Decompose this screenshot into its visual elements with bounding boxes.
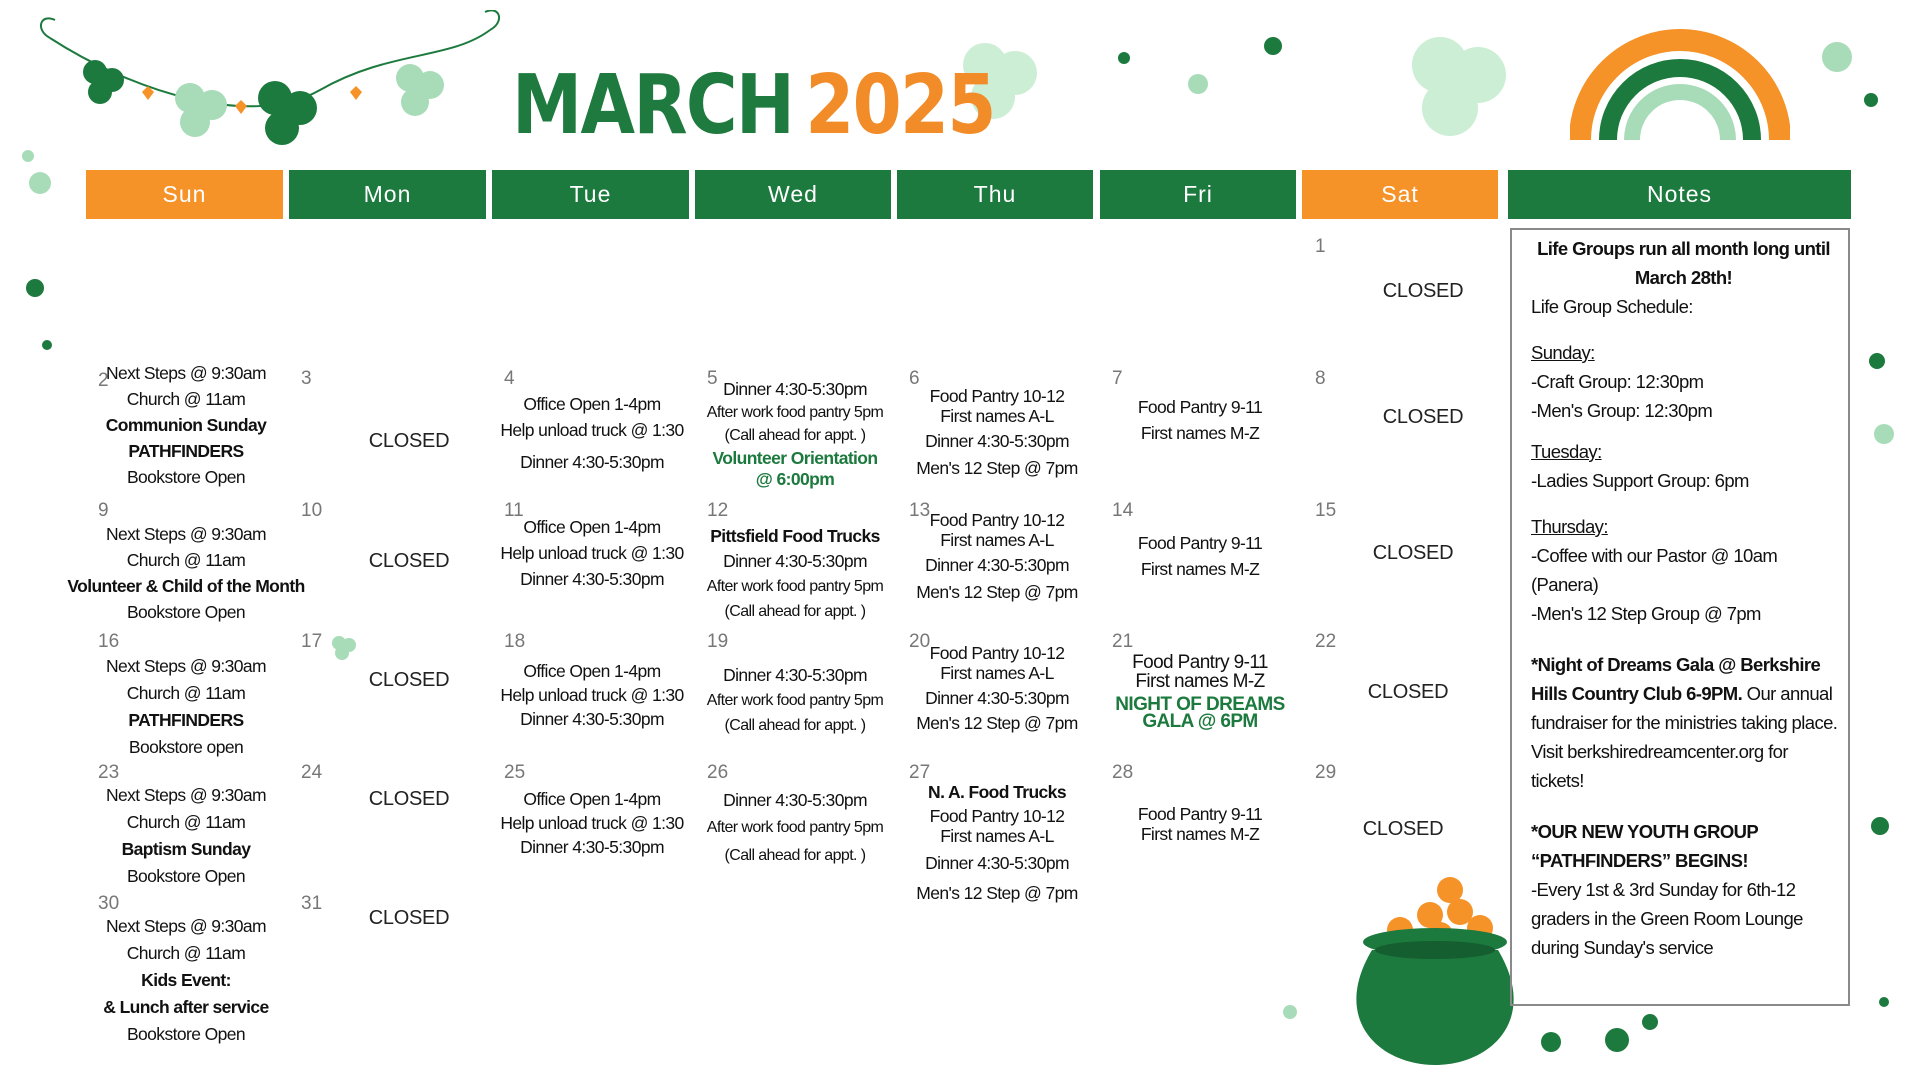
- notes-youth-title: *OUR NEW YOUTH GROUP “PATHFINDERS” BEGINS!: [1531, 821, 1758, 871]
- day-number: 8: [1315, 368, 1326, 389]
- closed-label: CLOSED: [368, 550, 450, 572]
- event-line: Kids Event:: [141, 970, 231, 990]
- notes-youth-text: -Every 1st & 3rd Sunday for 6th-12 graders in the Green Room Lounge during Sunday's service: [1531, 879, 1803, 958]
- event-line: Pittsfield Food Trucks: [710, 526, 880, 546]
- notes-item: -Ladies Support Group: 6pm: [1531, 470, 1749, 491]
- notes-gala-text: Our annual fundraiser for the ministries taking place. Visit berkshiredreamcenter.org for tickets!: [1531, 683, 1838, 791]
- day-number: 21: [1112, 631, 1134, 652]
- event-line: Communion Sunday: [105, 415, 267, 435]
- event-line: Help unload truck @ 1:30: [500, 420, 684, 440]
- event-line-highlight: @ 6:00pm: [755, 469, 835, 489]
- event-line: Dinner 4:30-5:30pm: [723, 551, 867, 571]
- event-line: Next Steps @ 9:30am: [105, 785, 267, 805]
- day-cell: [289, 893, 489, 1021]
- day-number: 4: [504, 368, 515, 389]
- closed-label: CLOSED: [1367, 681, 1449, 703]
- closed-label: CLOSED: [368, 788, 450, 810]
- closed-label: CLOSED: [1382, 280, 1464, 302]
- day-number: 15: [1315, 500, 1337, 521]
- event-line-highlight: NIGHT OF DREAMS: [1115, 694, 1285, 715]
- title-month: MARCH: [512, 58, 794, 153]
- event-line: Next Steps @ 9:30am: [105, 363, 267, 383]
- event-line: Dinner 4:30-5:30pm: [520, 709, 664, 729]
- day-cell: [492, 368, 692, 496]
- day-number: 31: [301, 893, 323, 914]
- closed-label: CLOSED: [1382, 406, 1464, 428]
- event-line-highlight: GALA @ 6PM: [1142, 711, 1258, 732]
- day-cell: [86, 762, 286, 890]
- title-year: 2025: [805, 58, 995, 153]
- event-line: Dinner 4:30-5:30pm: [723, 790, 867, 810]
- notes-item: -Men's 12 Step Group @ 7pm: [1531, 603, 1761, 624]
- event-line: Help unload truck @ 1:30: [500, 813, 684, 833]
- event-line: Food Pantry 10-12: [929, 386, 1065, 406]
- day-cell: [695, 368, 895, 496]
- closed-label: CLOSED: [1372, 542, 1454, 564]
- day-number: 24: [301, 762, 323, 783]
- notes-item: -Men's Group: 12:30pm: [1531, 400, 1713, 421]
- event-line: Bookstore open: [128, 737, 244, 757]
- day-cell: [1303, 236, 1503, 364]
- event-line: PATHFINDERS: [128, 710, 244, 730]
- event-line: Bookstore Open: [126, 467, 246, 487]
- event-line: Dinner 4:30-5:30pm: [925, 688, 1069, 708]
- day-cell: [897, 762, 1097, 903]
- event-line: Office Open 1-4pm: [523, 394, 661, 414]
- event-line: Help unload truck @ 1:30: [500, 543, 684, 563]
- day-cell: [695, 762, 895, 890]
- event-line: (Call ahead for appt. ): [724, 847, 866, 864]
- event-line: N. A. Food Trucks: [928, 782, 1066, 802]
- day-cell: [67, 500, 305, 628]
- event-line: Dinner 4:30-5:30pm: [925, 431, 1069, 451]
- day-number: 25: [504, 762, 526, 783]
- day-number: 3: [301, 368, 312, 389]
- day-number: 27: [909, 762, 931, 783]
- day-cell: [86, 893, 286, 1053]
- event-line: Food Pantry 10-12: [929, 643, 1065, 663]
- event-line: Food Pantry 9-11: [1137, 804, 1263, 824]
- event-line-highlight: Volunteer Orientation: [712, 448, 878, 468]
- day-cell: [897, 500, 1097, 628]
- event-line: Food Pantry 9-11: [1132, 652, 1268, 673]
- day-cell: [289, 500, 489, 628]
- day-cell: [1100, 500, 1300, 628]
- day-cell: [86, 631, 286, 759]
- day-number: 18: [504, 631, 526, 652]
- day-number: 26: [707, 762, 729, 783]
- event-line: Food Pantry 9-11: [1137, 397, 1263, 417]
- day-cell: [1100, 631, 1300, 759]
- header-tue: Tue: [492, 170, 689, 219]
- event-line: Next Steps @ 9:30am: [105, 916, 267, 936]
- closed-label: CLOSED: [368, 430, 450, 452]
- event-line: Dinner 4:30-5:30pm: [723, 665, 867, 685]
- notes-thursday-label: Thursday:: [1531, 516, 1608, 537]
- event-line: Volunteer & Child of the Month: [67, 576, 305, 596]
- event-line: After work food pantry 5pm: [706, 404, 884, 421]
- day-number: 11: [504, 500, 524, 521]
- event-line: Men's 12 Step @ 7pm: [916, 458, 1078, 478]
- event-line: Next Steps @ 9:30am: [105, 524, 267, 544]
- event-line: After work food pantry 5pm: [706, 819, 884, 836]
- event-line: PATHFINDERS: [128, 441, 244, 461]
- event-line: Church @ 11am: [126, 812, 246, 832]
- event-line: First names M-Z: [1140, 423, 1260, 443]
- event-line: Office Open 1-4pm: [523, 517, 661, 537]
- event-line: Food Pantry 10-12: [929, 806, 1065, 826]
- day-cell: [897, 368, 1097, 496]
- event-line: Dinner 4:30-5:30pm: [520, 569, 664, 589]
- event-line: First names M-Z: [1140, 824, 1260, 844]
- event-line: Bookstore Open: [126, 866, 246, 886]
- header-sun: Sun: [86, 170, 283, 219]
- event-line: Men's 12 Step @ 7pm: [916, 883, 1078, 903]
- event-line: Dinner 4:30-5:30pm: [723, 379, 867, 399]
- notes-sunday-label: Sunday:: [1531, 342, 1595, 363]
- day-number: 6: [909, 368, 920, 389]
- day-number: 16: [98, 631, 120, 652]
- header-thu: Thu: [897, 170, 1093, 219]
- day-number: 23: [98, 762, 120, 783]
- event-line: Help unload truck @ 1:30: [500, 685, 684, 705]
- day-number: 1: [1315, 236, 1326, 257]
- day-number: 22: [1315, 631, 1337, 652]
- event-line: (Call ahead for appt. ): [724, 603, 866, 620]
- day-number: 17: [301, 631, 323, 652]
- event-line: Bookstore Open: [126, 1024, 246, 1044]
- event-line: Next Steps @ 9:30am: [105, 656, 267, 676]
- day-number: 10: [301, 500, 323, 521]
- day-cell: [695, 500, 895, 628]
- notes-tuesday-label: Tuesday:: [1531, 441, 1602, 462]
- event-line: First names M-Z: [1140, 559, 1260, 579]
- notes-gala: [1531, 650, 1842, 795]
- day-number: 30: [98, 893, 120, 914]
- event-line: First names A-L: [940, 663, 1054, 683]
- event-line: Church @ 11am: [126, 683, 246, 703]
- event-line: First names A-L: [940, 826, 1054, 846]
- day-number: 28: [1112, 762, 1134, 783]
- closed-label: CLOSED: [1362, 818, 1444, 840]
- day-cell: [289, 762, 489, 890]
- day-number: 12: [707, 500, 729, 521]
- event-line: Dinner 4:30-5:30pm: [925, 853, 1069, 873]
- day-cell: [289, 631, 489, 759]
- event-line: Church @ 11am: [126, 550, 246, 570]
- event-line: Office Open 1-4pm: [523, 789, 661, 809]
- day-cell: [492, 631, 692, 759]
- day-number: 19: [707, 631, 729, 652]
- event-line: Dinner 4:30-5:30pm: [925, 555, 1069, 575]
- day-cell: [897, 631, 1097, 759]
- day-cell: [492, 762, 692, 890]
- event-line: First names M-Z: [1135, 671, 1265, 692]
- event-line: Baptism Sunday: [121, 839, 251, 859]
- day-cell: [86, 364, 286, 492]
- event-line: After work food pantry 5pm: [706, 692, 884, 709]
- event-line: (Call ahead for appt. ): [724, 427, 866, 444]
- event-line: First names A-L: [940, 530, 1054, 550]
- event-line: Food Pantry 9-11: [1137, 533, 1263, 553]
- event-line: Dinner 4:30-5:30pm: [520, 452, 664, 472]
- day-number: 13: [909, 500, 931, 521]
- day-number: 14: [1112, 500, 1134, 521]
- notes-gala-title: *Night of Dreams Gala @ Berkshire Hills Country Club 6-9PM.: [1531, 654, 1821, 704]
- event-line: After work food pantry 5pm: [706, 578, 884, 595]
- notes-highlight: Life Groups run all month long until March 28th!: [1537, 238, 1830, 288]
- header-sat: Sat: [1302, 170, 1498, 219]
- event-line: (Call ahead for appt. ): [724, 717, 866, 734]
- day-number: 9: [98, 500, 109, 521]
- day-number: 7: [1112, 368, 1123, 389]
- header-wed: Wed: [695, 170, 891, 219]
- day-cell: [695, 631, 895, 759]
- notes-panel: [1510, 228, 1850, 1006]
- event-line: Food Pantry 10-12: [929, 510, 1065, 530]
- day-cell: [1100, 762, 1300, 890]
- day-cell: [1303, 762, 1503, 890]
- day-cell: [1303, 631, 1503, 759]
- day-number: 5: [707, 368, 718, 389]
- day-cell: [1100, 368, 1300, 496]
- day-number: 29: [1315, 762, 1337, 783]
- day-cell: [492, 500, 692, 628]
- day-number: 20: [909, 631, 931, 652]
- day-cell: [1303, 500, 1503, 628]
- closed-label: CLOSED: [368, 907, 450, 929]
- notes-item: -Coffee with our Pastor @ 10am (Panera): [1531, 545, 1778, 595]
- header-mon: Mon: [289, 170, 486, 219]
- event-line: Men's 12 Step @ 7pm: [916, 582, 1078, 602]
- event-line: Men's 12 Step @ 7pm: [916, 713, 1078, 733]
- event-line: Office Open 1-4pm: [523, 661, 661, 681]
- page-title: [512, 58, 995, 154]
- day-cell: [1303, 368, 1503, 496]
- event-line: Bookstore Open: [126, 602, 246, 622]
- header-notes: Notes: [1508, 170, 1851, 219]
- event-line: Dinner 4:30-5:30pm: [520, 837, 664, 857]
- header-fri: Fri: [1100, 170, 1296, 219]
- event-line: & Lunch after service: [103, 997, 269, 1017]
- shamrock-icon: [327, 631, 361, 665]
- notes-schedule-label: Life Group Schedule:: [1531, 296, 1693, 317]
- event-line: Church @ 11am: [126, 389, 246, 409]
- day-cell: [289, 368, 489, 496]
- notes-item: -Craft Group: 12:30pm: [1531, 371, 1704, 392]
- closed-label: CLOSED: [368, 669, 450, 691]
- event-line: Church @ 11am: [126, 943, 246, 963]
- event-line: First names A-L: [940, 406, 1054, 426]
- day-number: 2: [98, 370, 109, 391]
